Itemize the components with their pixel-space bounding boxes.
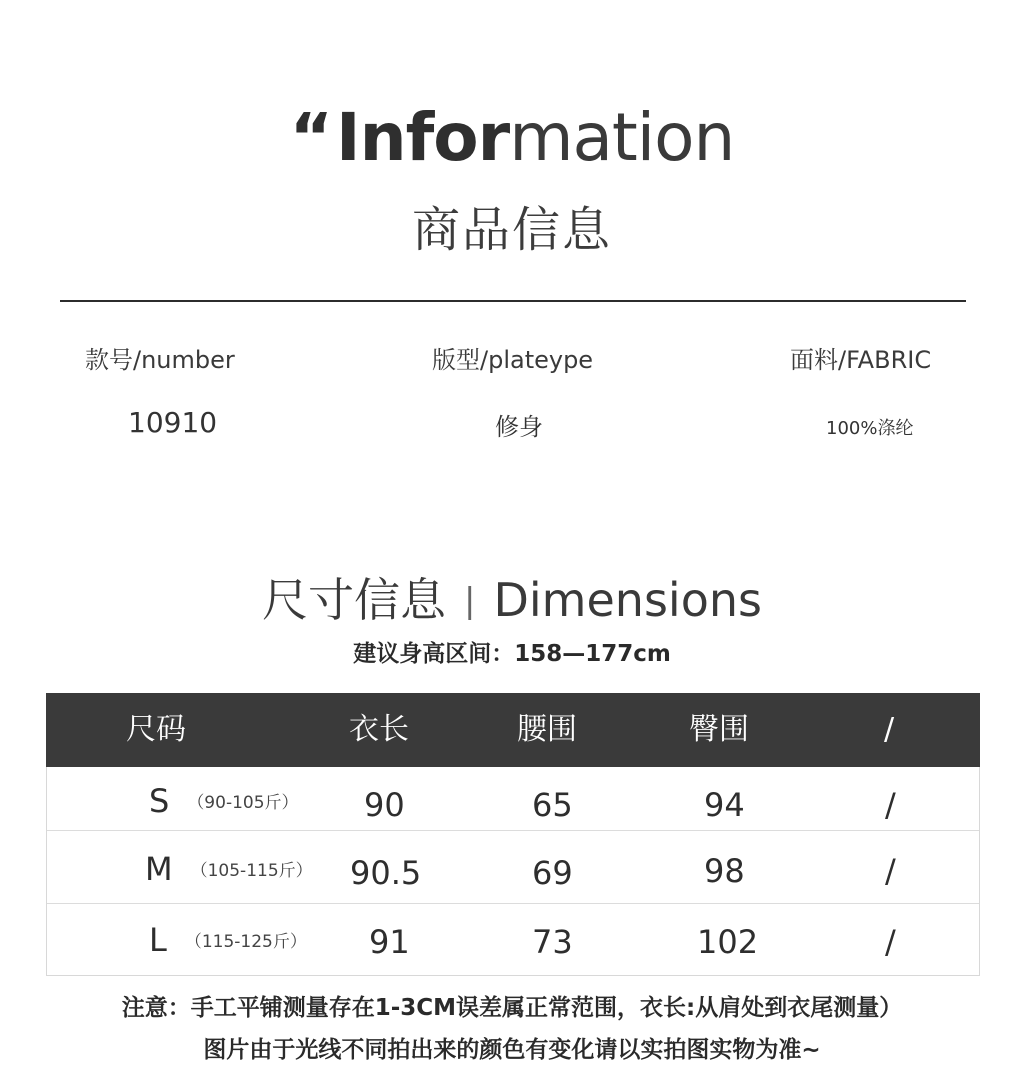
size-cell — [145, 849, 313, 891]
dimensions-title — [0, 570, 1024, 631]
color-note: 图片由于光线不同拍出来的颜色有变化请以实拍图实物为准~ — [203, 1037, 821, 1063]
product-info-subtitle: 商品信息 — [411, 202, 612, 258]
measurement-note: 注意：手工平铺测量存在1-3CM误差属正常范围，衣长:从肩处到衣尾测量） — [121, 995, 903, 1021]
size-table-body — [46, 767, 980, 976]
table-row — [47, 767, 979, 831]
fit-type-value: 修身 — [495, 413, 543, 441]
size-cell — [149, 781, 299, 823]
waist-cell: 69 — [532, 854, 573, 892]
extra-cell: / — [885, 786, 896, 824]
table-row — [47, 904, 979, 975]
size-letter: L — [149, 921, 167, 959]
weight-range: （115-125斤） — [184, 932, 307, 952]
fit-type-label: 版型/plateype — [432, 346, 594, 374]
weight-range: （105-115斤） — [190, 861, 313, 881]
header-extra: / — [884, 712, 895, 747]
waist-cell: 65 — [532, 786, 573, 824]
style-number-label: 款号/number — [85, 346, 235, 374]
size-table-header — [46, 693, 980, 767]
quote-mark: “ — [289, 99, 333, 176]
fabric-value: 100%涤纶 — [826, 418, 914, 439]
header-hip: 臀围 — [689, 712, 749, 747]
weight-range: （90-105斤） — [187, 793, 299, 813]
table-row — [47, 831, 979, 903]
size-letter: S — [149, 782, 170, 820]
information-title — [0, 98, 1024, 178]
header-length: 衣长 — [349, 712, 409, 747]
extra-cell: / — [885, 923, 896, 961]
size-letter: M — [145, 850, 173, 888]
style-number-value: 10910 — [128, 406, 218, 439]
length-cell: 90 — [364, 786, 405, 824]
length-cell: 90.5 — [350, 854, 422, 892]
length-cell: 91 — [369, 923, 410, 961]
height-range: 建议身高区间：158—177cm — [353, 641, 671, 667]
header-waist: 腰围 — [517, 712, 577, 747]
dimensions-title-en: Dimensions — [493, 573, 762, 627]
size-cell — [149, 920, 307, 962]
extra-cell: / — [885, 852, 896, 890]
title-light-part: mation — [509, 99, 735, 176]
hip-cell: 98 — [704, 852, 745, 890]
header-divider — [60, 300, 966, 302]
dimensions-separator: | — [464, 581, 476, 621]
hip-cell: 94 — [704, 786, 745, 824]
fabric-label: 面料/FABRIC — [790, 346, 932, 374]
dimensions-title-cn: 尺寸信息 — [262, 573, 447, 627]
hip-cell: 102 — [697, 923, 759, 961]
title-bold-part: Infor — [336, 99, 510, 176]
header-size: 尺码 — [126, 712, 186, 747]
waist-cell: 73 — [532, 923, 573, 961]
